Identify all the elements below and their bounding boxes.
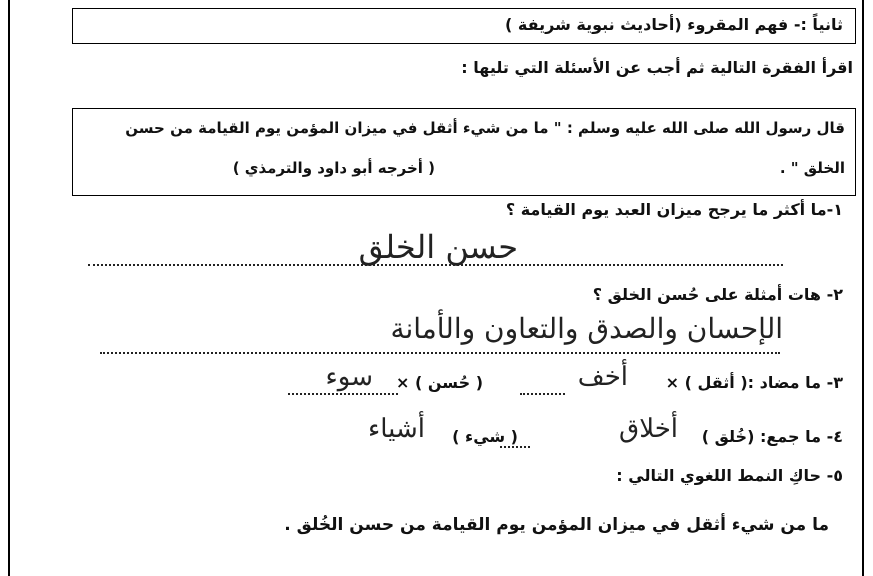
question-1: ١-ما أكثر ما يرجح ميزان العبد يوم القيامة ؟ xyxy=(505,200,843,219)
question-4-middle: ( شيء ) xyxy=(452,427,518,446)
question-5: ٥- حاكِ النمط اللغوي التالي : xyxy=(616,466,843,485)
passage-box xyxy=(72,108,856,196)
section-title: ثانياً :- فهم المقروء (أحاديث نبوية شريفة ) xyxy=(505,15,843,34)
answer-line-2 xyxy=(100,352,780,354)
page-border-left xyxy=(8,0,10,576)
answer-line-3a xyxy=(520,393,565,395)
page-border-right xyxy=(862,0,864,576)
answer-line-3b xyxy=(288,393,398,395)
answer-line-4a xyxy=(500,446,530,448)
question-3-answer-2: سوء xyxy=(325,362,373,392)
question-5-sentence: ما من شيء أثقل في ميزان المؤمن يوم القيامة من حسن الخُلق . xyxy=(284,515,829,535)
answer-1: حسن الخلق xyxy=(358,228,518,266)
question-4-answer-2: أشياء xyxy=(367,414,425,444)
question-2: ٢- هات أمثلة على حُسن الخلق ؟ xyxy=(592,285,843,304)
answer-2: الإحسان والصدق والتعاون والأمانة xyxy=(390,312,783,345)
passage-line-2: الخلق " . xyxy=(779,159,845,177)
question-4-answer-1: أخلاق xyxy=(619,414,678,444)
section-title-box xyxy=(72,8,856,44)
question-4-prefix: ٤- ما جمع: (خُلق ) xyxy=(701,427,843,446)
question-3-answer-1: أخف xyxy=(577,362,628,392)
question-3-prefix: ٣- ما مضاد :( أثقل ) × xyxy=(665,373,843,392)
instruction-text: اقرأ الفقرة التالية ثم أجب عن الأسئلة التي تليها : xyxy=(461,58,853,77)
question-3-middle: ( حُسن ) × xyxy=(396,373,483,392)
passage-line-1: قال رسول الله صلى الله عليه وسلم : " ما من شيء أثقل في ميزان المؤمن يوم القيامة من حسن xyxy=(125,119,845,137)
passage-source: ( أخرجه أبو داود والترمذي ) xyxy=(232,159,435,177)
